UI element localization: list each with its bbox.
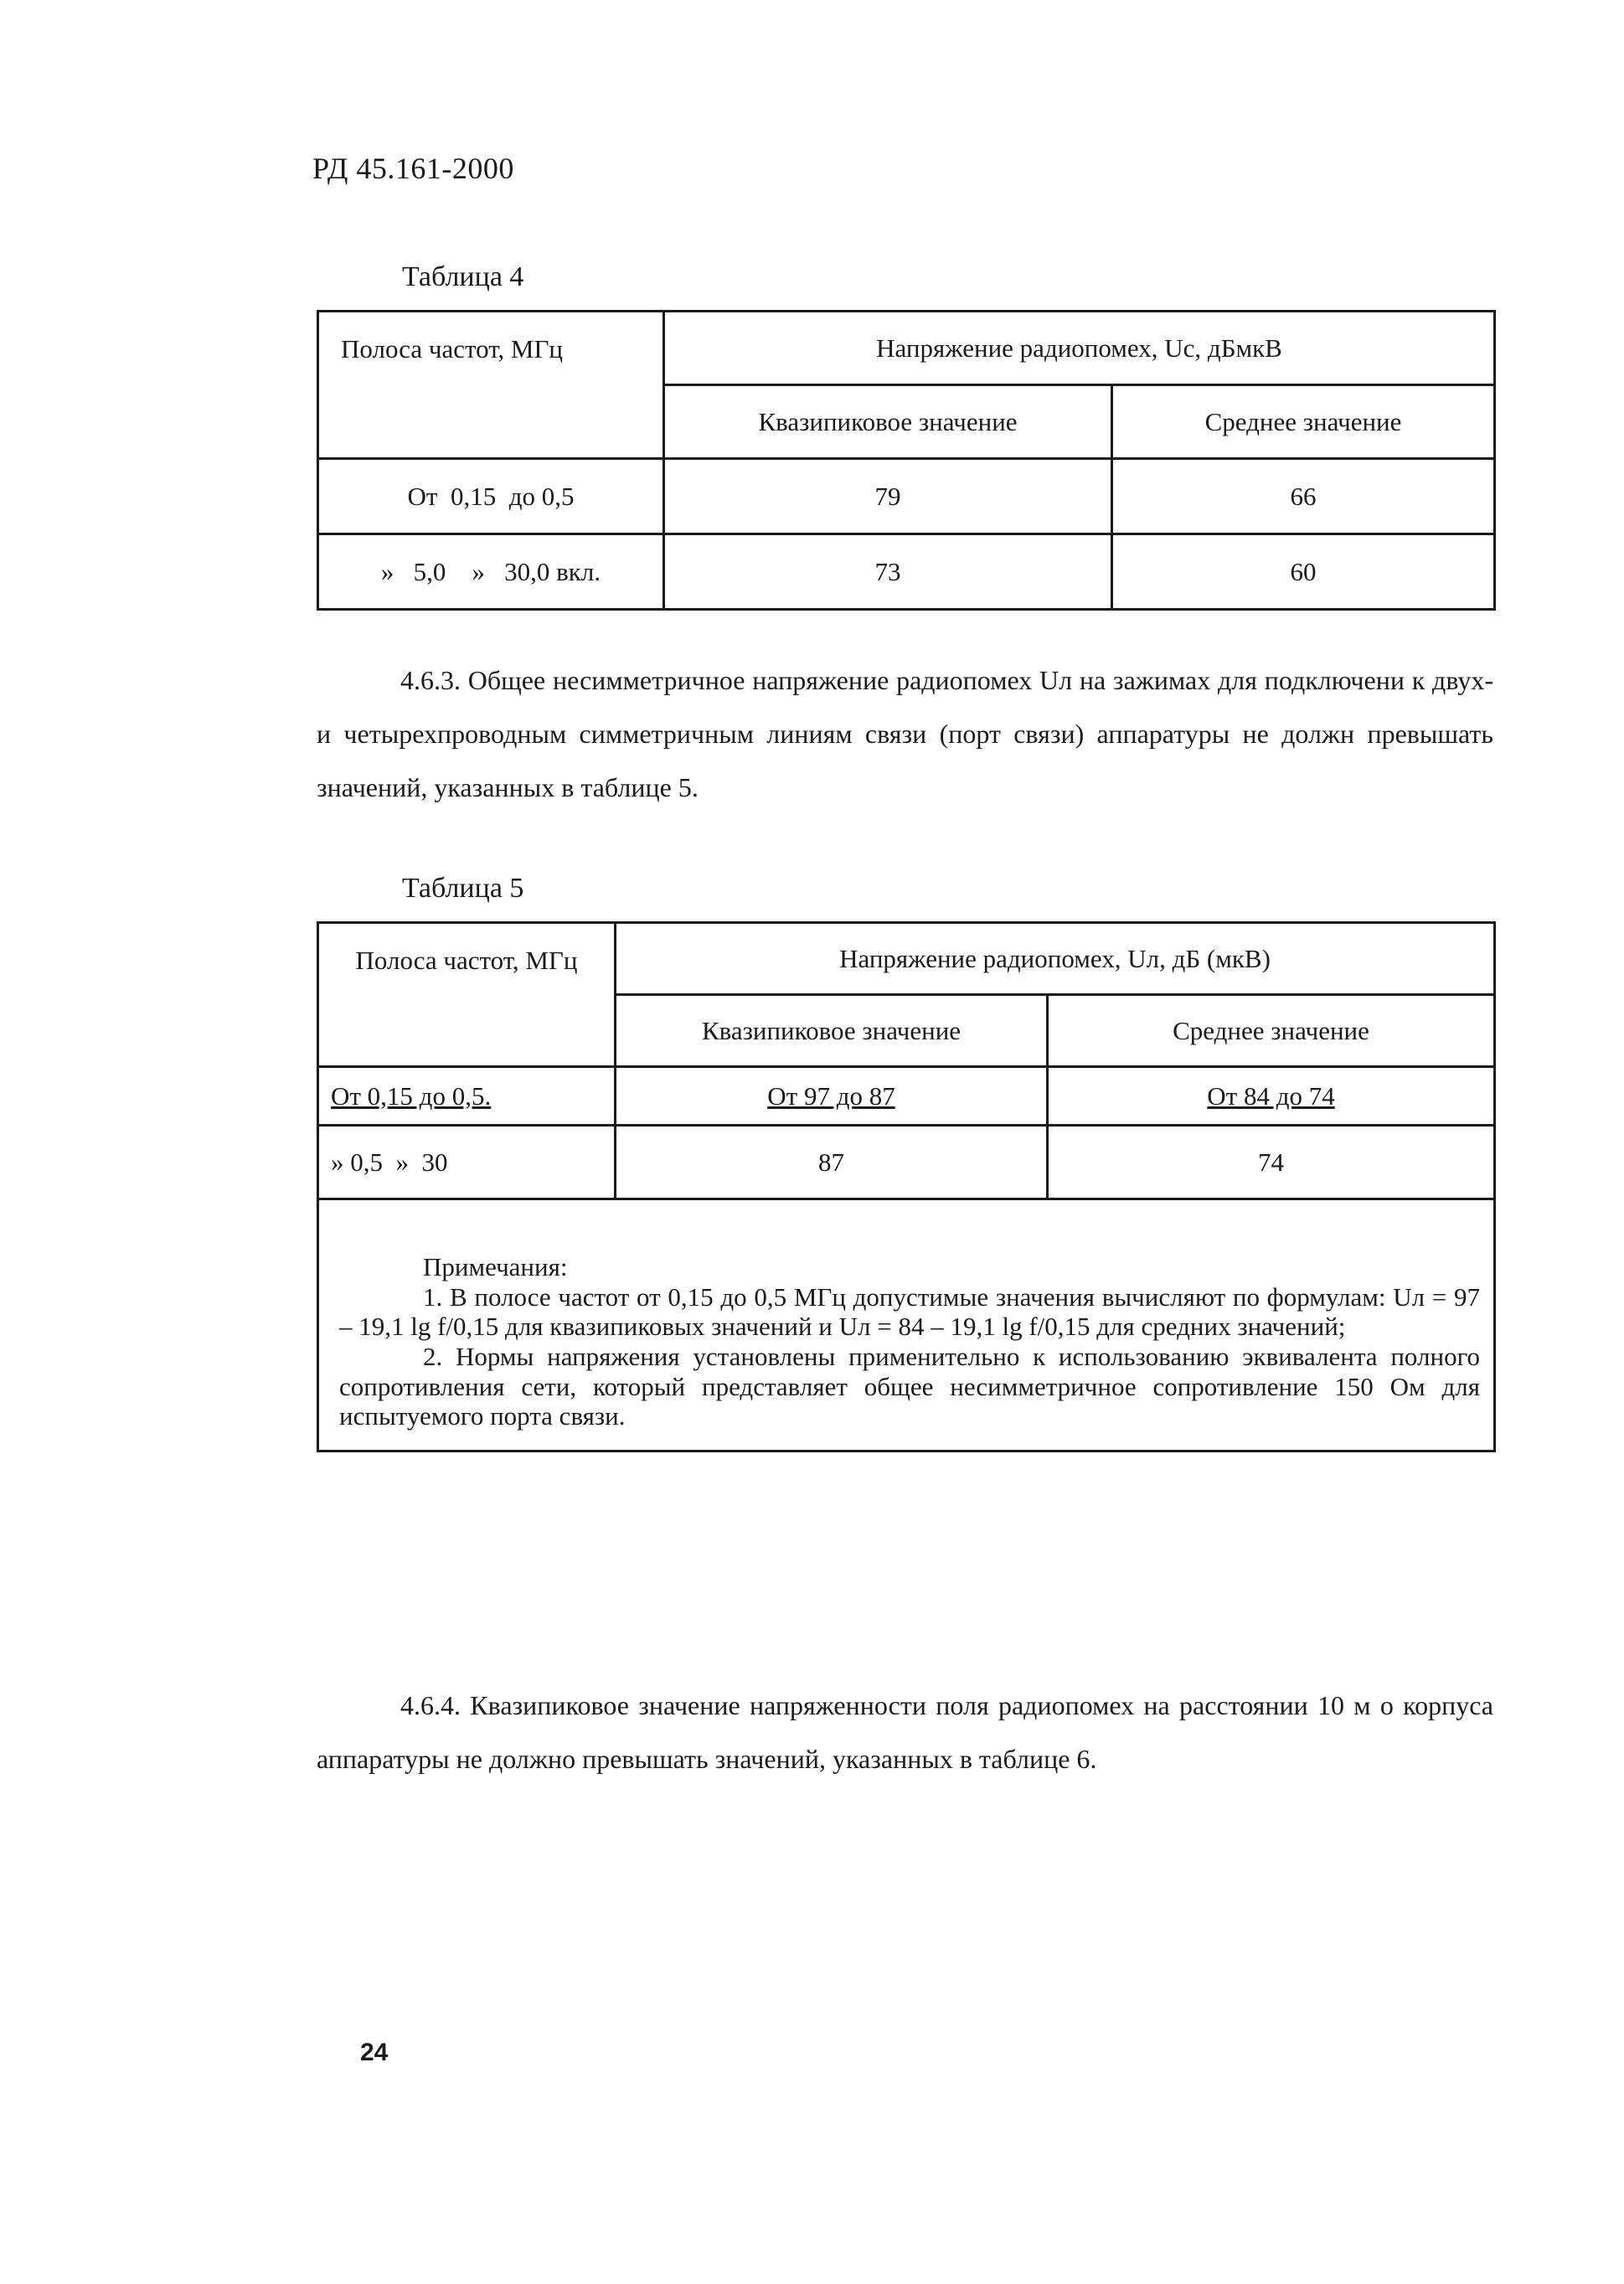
table5-row2-avg: 74 xyxy=(1048,1126,1495,1199)
table4-row2-band: » 5,0 » 30,0 вкл. xyxy=(318,534,664,610)
table5-header-quasi: Квазипиковое значение xyxy=(616,995,1048,1067)
table5-row2-quasi: 87 xyxy=(616,1126,1048,1199)
notes-title: Примечания: xyxy=(423,1252,568,1281)
table5-row2-band: » 0,5 » 30 xyxy=(318,1126,616,1199)
table4 xyxy=(317,310,1496,611)
table4-header-avg: Среднее значение xyxy=(1112,385,1495,459)
table4-header-band: Полоса частот, МГц xyxy=(318,312,664,459)
table4-row1-band: От 0,15 до 0,5 xyxy=(318,459,664,534)
table-row xyxy=(318,534,1495,610)
table5 xyxy=(317,921,1496,1452)
table5-row1-quasi-text: От 97 до 87 xyxy=(767,1080,895,1111)
table5-row1-quasi xyxy=(616,1067,1048,1126)
table-row xyxy=(318,459,1495,534)
table5-row1-avg xyxy=(1048,1067,1495,1126)
note-1: 1. В полосе частот от 0,15 до 0,5 МГц допустимые значения вычисляют по формулам: Uл = 97 – 19,1 lg f/0,15 для квазипиковых значений и Uл = 84 – 19,1 lg f/0,15 для средних значений; xyxy=(339,1281,1481,1342)
table5-header-voltage: Напряжение радиопомех, Uл, дБ (мкВ) xyxy=(616,923,1495,995)
table4-row2-avg: 60 xyxy=(1112,534,1495,610)
table5-row1-avg-text: От 84 до 74 xyxy=(1207,1080,1335,1111)
note-2: 2. Нормы напряжения установлены применительно к использованию эквивалента полного сопротивления сети, который представляет общее несимметричное сопротивление 150 Ом для испытуемого порта связи. xyxy=(339,1341,1481,1431)
document-code: РД 45.161-2000 xyxy=(312,152,514,185)
table5-header-avg: Среднее значение xyxy=(1048,995,1495,1067)
page-number: 24 xyxy=(360,2039,389,2066)
table5-row1-band-text: От 0,15 до 0,5. xyxy=(331,1080,492,1111)
table4-header-voltage: Напряжение радиопомех, Uc, дБмкВ xyxy=(664,312,1495,385)
table-row xyxy=(318,1126,1495,1199)
table4-row1-avg: 66 xyxy=(1112,459,1495,534)
table4-header-quasi: Квазипиковое значение xyxy=(664,385,1112,459)
table5-row1-band xyxy=(318,1067,616,1126)
table4-row1-quasi: 79 xyxy=(664,459,1112,534)
table5-notes-row xyxy=(318,1199,1495,1451)
paragraph-4-6-4: 4.6.4. Квазипиковое значение напряженности поля радиопомех на расстоянии 10 м о корпуса аппаратуры не должно превышать значений, указанных в таблице 6. xyxy=(317,1690,1493,1774)
table4-row2-quasi: 73 xyxy=(664,534,1112,610)
table4-caption: Таблица 4 xyxy=(402,261,524,292)
paragraph-4-6-3: 4.6.3. Общее несимметричное напряжение радиопомех Uл на зажимах для подключени к двух- и четырехпроводным симметричным линиям связи (порт связи) аппаратуры не должн превышать значений, указанных в таблице 5. xyxy=(317,665,1493,802)
table5-header-band: Полоса частот, МГц xyxy=(318,923,616,1067)
table5-caption: Таблица 5 xyxy=(402,873,524,904)
table-row xyxy=(318,1067,1495,1126)
table5-notes xyxy=(318,1199,1495,1451)
